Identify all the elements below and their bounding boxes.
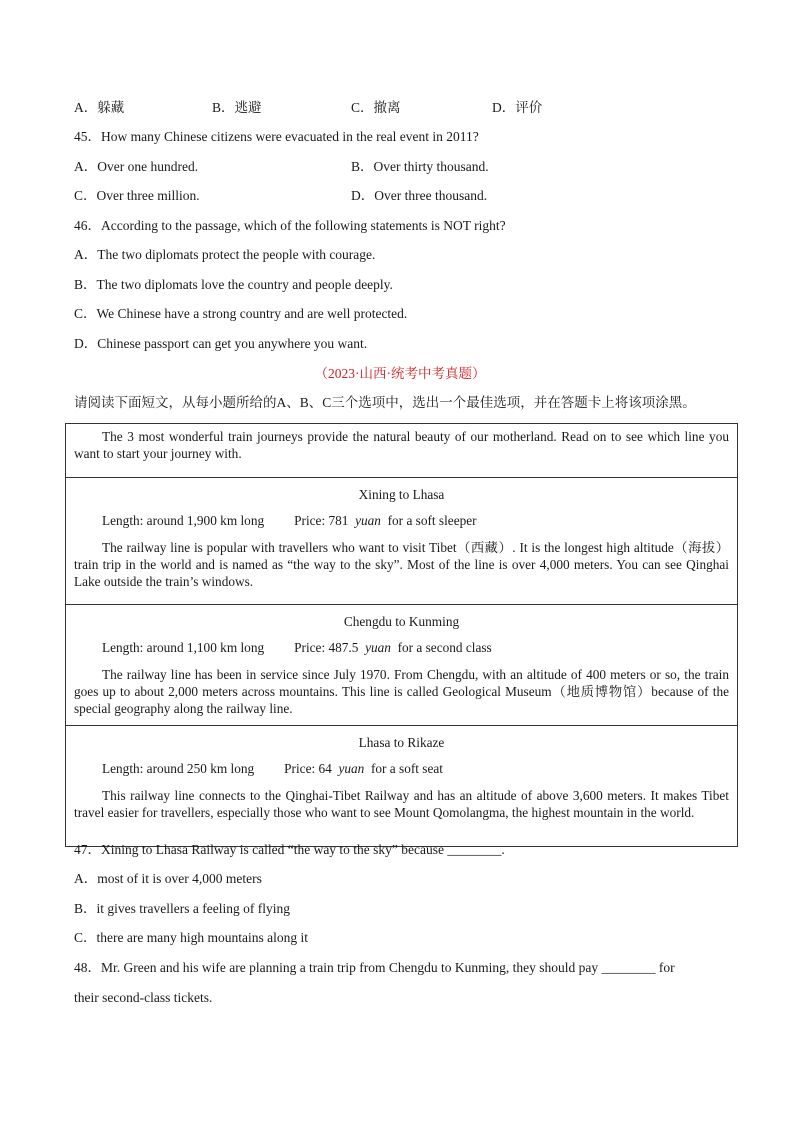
q44-option-d[interactable]: D．评价	[492, 100, 543, 115]
q46-stem: 46．According to the passage, which of the following statements is NOT right?	[74, 218, 506, 233]
route-3-price: Price: 64	[284, 761, 332, 776]
route-3-title: Lhasa to Rikaze	[358, 735, 445, 750]
route-2-title: Chengdu to Kunming	[343, 614, 460, 629]
route-3-meta	[74, 760, 729, 777]
exam-source-label: （2023·山西·统考中考真题）	[314, 366, 486, 381]
q48-stem: 48．Mr. Green and his wife are planning a train trip from Chengdu to Kunming, they should pay ________ for	[74, 960, 675, 975]
route-1-desc: The railway line is popular with travellers who want to visit Tibet（西藏）. It is the longest high altitude（海拔）train trip in the world and is named as “the way to the sky”. Most of the line is over 4,000 meters. You can see Qinghai Lake outside the train’s windows.	[74, 540, 729, 589]
q45-option-d[interactable]: D．Over three thousand.	[351, 188, 488, 203]
q45-option-c[interactable]: C．Over three million.	[74, 188, 200, 203]
route-card-2	[66, 605, 737, 726]
route-1-price-note: for a soft sleeper	[387, 513, 477, 528]
passage-table	[65, 423, 738, 847]
passage-intro-cell	[66, 424, 737, 478]
route-2-price: Price: 487.5	[294, 640, 359, 655]
q46-option-c[interactable]: C．We Chinese have a strong country and are well protected.	[74, 306, 408, 321]
route-2-meta	[74, 639, 729, 656]
route-2-desc: The railway line has been in service since July 1970. From Chengdu, with an altitude of 400 meters or so, the train goes up to about 2,000 meters across mountains. This line is called Geological Museum（地质博物馆）because of the special geography along the railway line.	[74, 667, 729, 716]
route-1-title: Xining to Lhasa	[358, 487, 445, 502]
q47-option-c[interactable]: C．there are many high mountains along it	[74, 930, 308, 945]
q45-option-b[interactable]: B．Over thirty thousand.	[351, 159, 489, 174]
q47-stem: 47．Xining to Lhasa Railway is called “the way to the sky” because ________.	[74, 842, 505, 857]
route-card-1	[66, 478, 737, 605]
q46-option-a[interactable]: A．The two diplomats protect the people with courage.	[74, 247, 376, 262]
route-2-price-unit: yuan	[365, 640, 391, 655]
q44-option-c[interactable]: C．撤离	[351, 100, 401, 115]
q48-stem-continued: their second-class tickets.	[74, 990, 213, 1005]
route-card-3	[66, 726, 737, 847]
q47-option-b[interactable]: B．it gives travellers a feeling of flying	[74, 901, 290, 916]
q46-option-b[interactable]: B．The two diplomats love the country and people deeply.	[74, 277, 393, 292]
route-2-price-note: for a second class	[397, 640, 492, 655]
q45-option-a[interactable]: A．Over one hundred.	[74, 159, 199, 174]
route-2-length: Length: around 1,100 km long	[102, 640, 265, 655]
q45-stem: 45．How many Chinese citizens were evacuated in the real event in 2011?	[74, 129, 479, 144]
route-1-price-unit: yuan	[355, 513, 381, 528]
route-3-length: Length: around 250 km long	[102, 761, 255, 776]
q47-option-a[interactable]: A．most of it is over 4,000 meters	[74, 871, 262, 886]
route-3-desc: This railway line connects to the Qinghai-Tibet Railway and has an altitude of above 3,600 meters. It makes Tibet travel easier for travellers, especially those who want to see Mount Qomolangma, the highest mountain in the world.	[74, 788, 729, 820]
q44-option-b[interactable]: B．逃避	[212, 100, 262, 115]
route-1-meta	[74, 512, 729, 529]
route-1-price: Price: 781	[294, 513, 349, 528]
route-1-length: Length: around 1,900 km long	[102, 513, 265, 528]
q46-option-d[interactable]: D．Chinese passport can get you anywhere you want.	[74, 336, 368, 351]
section-instruction: 请阅读下面短文，从每小题所给的A、B、C三个选项中，选出一个最佳选项，并在答题卡上将该项涂黑。	[74, 395, 696, 410]
route-3-price-unit: yuan	[338, 761, 365, 776]
route-3-price-note: for a soft seat	[370, 761, 443, 776]
passage-intro: The 3 most wonderful train journeys provide the natural beauty of our motherland. Read on to see which line you want to start your journey with.	[74, 429, 729, 461]
q44-option-a[interactable]: A．躲藏	[74, 100, 125, 115]
